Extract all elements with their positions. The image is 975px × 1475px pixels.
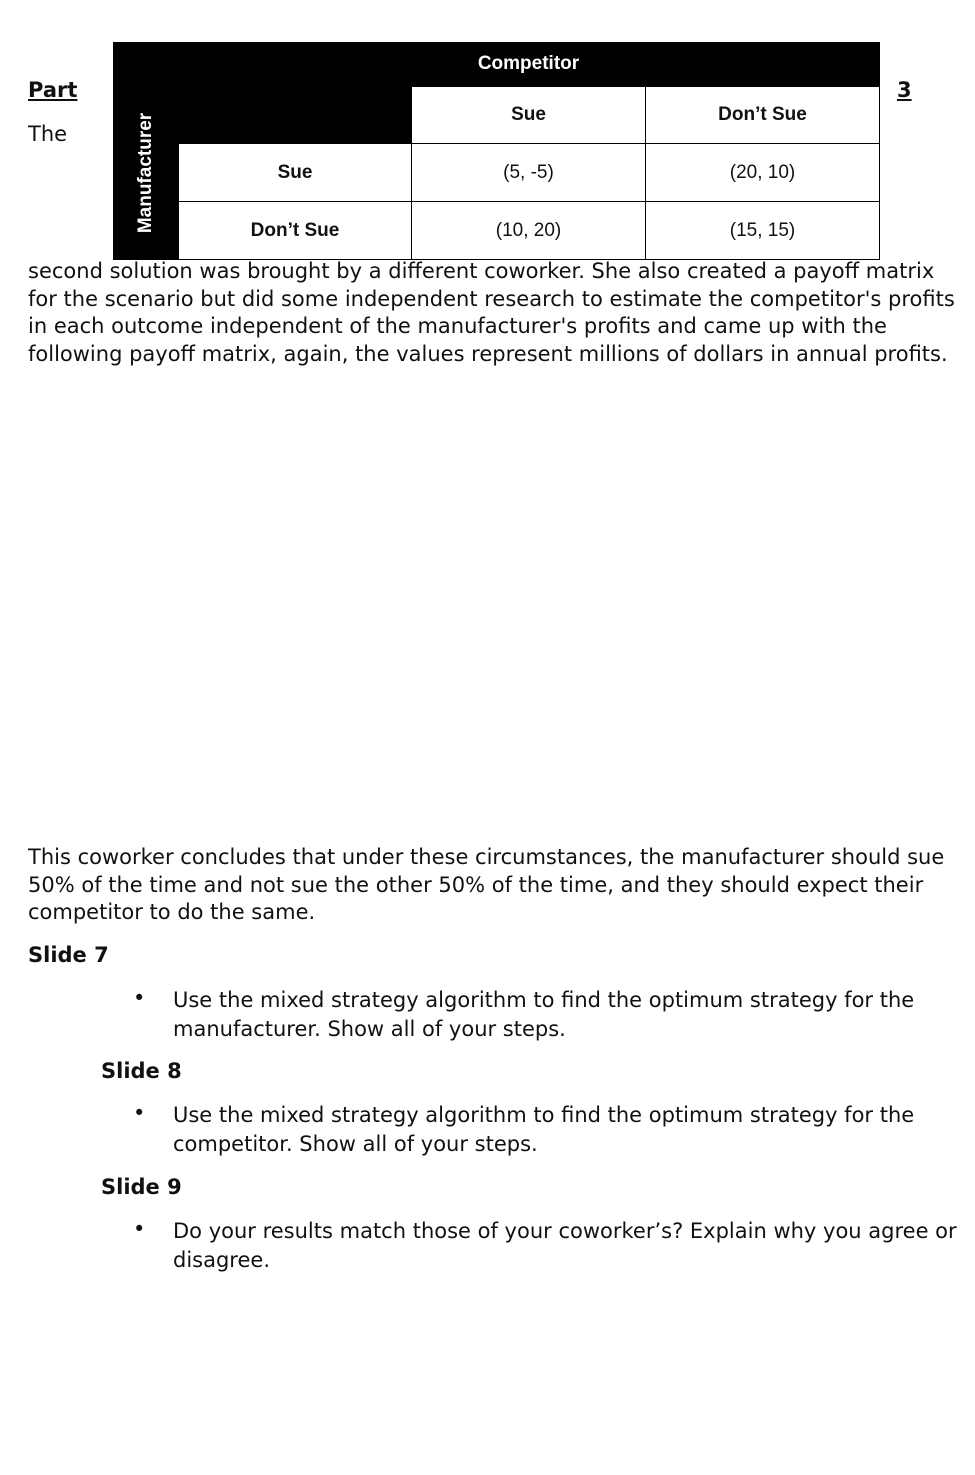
column-player-header <box>113 42 880 86</box>
bullet-icon: • <box>133 986 146 1010</box>
slide-9-bullet-text: Do your results match those of your coworker’s? Explain why you agree or disagree. <box>173 1219 957 1272</box>
slide-7-title: Slide 7 <box>28 943 109 967</box>
row-header-dont-sue: Don’t Sue <box>178 201 412 260</box>
slide-8-bullet-text: Use the mixed strategy algorithm to find the optimum strategy for the competitor. Show all of your steps. <box>173 1103 915 1156</box>
part-heading: Part <box>28 78 78 102</box>
paragraph-intro: second solution was brought by a different coworker. She also created a payoff matrix for the scenario but did some independent research to estimate the competitor's profits in each outcome independent of the manufacturer's profits and came up with the following payoff matrix, again, the values represent millions of dollars in annual profits. <box>28 259 955 366</box>
paragraph-first-word: The <box>28 122 68 146</box>
slide-9-title: Slide 9 <box>101 1175 182 1199</box>
payoff-cell: (20, 10) <box>645 143 880 202</box>
slide-8-bullet <box>133 1101 963 1158</box>
matrix-corner <box>178 86 411 143</box>
slide-9-bullet <box>133 1217 963 1274</box>
payoff-cell: (5, -5) <box>411 143 646 202</box>
slide-8-title: Slide 8 <box>101 1059 182 1083</box>
paragraph-conclusion: This coworker concludes that under these circumstances, the manufacturer should sue 50% of the time and not sue the other 50% of the time, and they should expect their competitor to do the same. <box>28 845 945 924</box>
column-player-label: Competitor <box>477 53 580 74</box>
payoff-cell: (10, 20) <box>411 201 646 260</box>
payoff-matrix <box>113 42 880 260</box>
row-player-label: Manufacturer <box>134 112 156 234</box>
column-header-sue: Sue <box>411 86 646 144</box>
bullet-icon: • <box>133 1101 146 1125</box>
payoff-cell: (15, 15) <box>645 201 880 260</box>
part-number: 3 <box>897 78 912 102</box>
slide-7-bullet-text: Use the mixed strategy algorithm to find the optimum strategy for the manufacturer. Show all of your steps. <box>173 988 915 1041</box>
row-header-sue: Sue <box>178 143 412 202</box>
column-header-dont-sue: Don’t Sue <box>645 86 880 144</box>
slide-7-bullet <box>133 986 963 1043</box>
bullet-icon: • <box>133 1217 146 1241</box>
row-player-header <box>113 86 178 260</box>
